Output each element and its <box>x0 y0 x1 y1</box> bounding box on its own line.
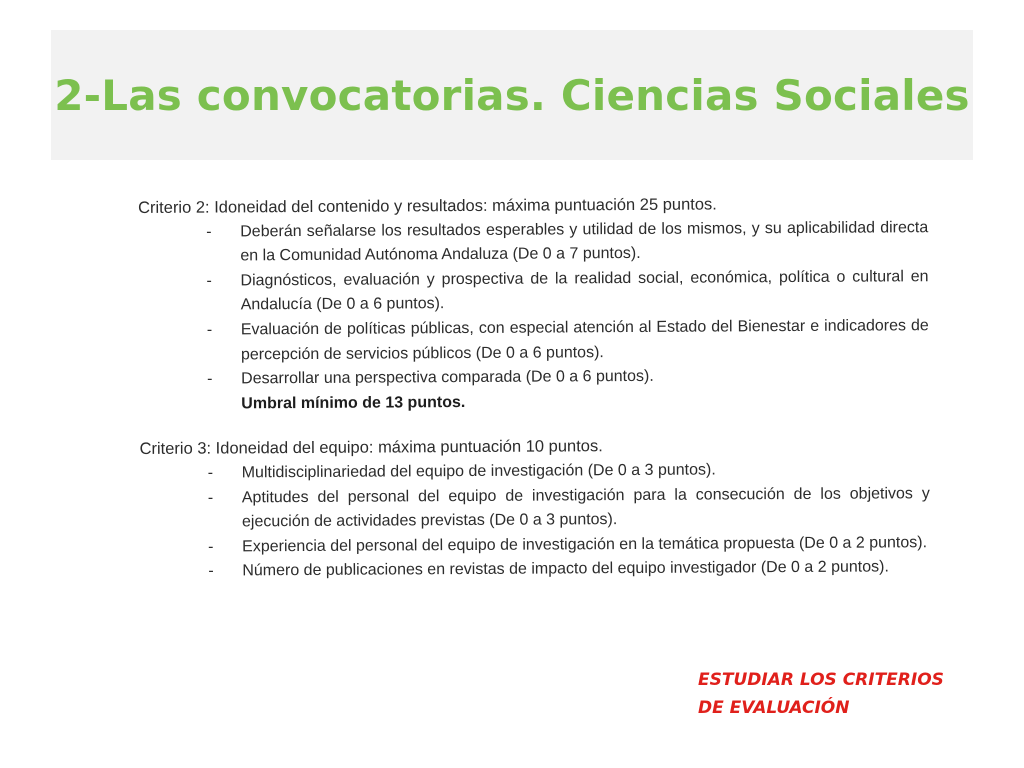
list-item <box>140 555 940 584</box>
criterion-3-items <box>140 457 941 585</box>
list-item-text: Número de publicaciones en revistas de impacto del equipo investigador (De 0 a 2 puntos). <box>242 558 889 580</box>
slide-title: 2-Las convocatorias. Ciencias Sociales <box>54 70 970 120</box>
criterion-2-items <box>138 216 939 393</box>
dash-bullet: - <box>206 321 213 339</box>
list-item-text: Aptitudes del personal del equipo de investigación para la consecución de los objetivos y ejecución de actividades previstas (De 0 a 3 puntos). <box>241 484 930 531</box>
scanned-criteria-excerpt <box>138 191 940 585</box>
note-line-1: ESTUDIAR LOS CRITERIOS <box>698 670 944 690</box>
criterion-2-block <box>138 191 939 417</box>
list-item <box>138 265 938 319</box>
note-line-2: DE EVALUACIÓN <box>698 698 850 718</box>
criterion-2-threshold: Umbral mínimo de 13 puntos. <box>241 393 466 413</box>
list-item <box>138 216 938 270</box>
list-item-text: Experiencia del personal del equipo de investigación en la temática propuesta (De 0 a 2 puntos). <box>242 533 928 556</box>
dash-bullet: - <box>207 370 213 388</box>
criterion-2-heading: Criterio 2: Idoneidad del contenido y resultados: máxima puntuación 25 puntos. <box>138 195 717 217</box>
list-item <box>139 314 939 368</box>
list-item <box>139 363 939 392</box>
list-item <box>140 482 940 536</box>
list-item-text: Diagnósticos, evaluación y prospectiva de la realidad social, económica, política o cultural en Andalucía (De 0 a 6 puntos). <box>240 267 929 314</box>
criterion-3-block <box>139 432 940 584</box>
list-item-text: Evaluación de políticas públicas, con especial atención al Estado del Bienestar e indicadores de percepción de servicios públicos (De 0 a 6 puntos). <box>240 317 929 363</box>
dash-bullet: - <box>206 272 212 290</box>
study-criteria-note <box>698 666 998 722</box>
title-band <box>51 30 973 160</box>
list-item-text: Desarrollar una perspectiva comparada (De 0 a 6 puntos). <box>241 368 654 388</box>
dash-bullet: - <box>207 464 214 482</box>
list-item-text: Deberán señalarse los resultados esperables y utilidad de los mismos, y su aplicabilidad directa en la Comunidad Autónoma Andaluza (De 0 a 7 puntos). <box>240 218 929 265</box>
dash-bullet: - <box>206 223 212 241</box>
dash-bullet: - <box>207 489 214 507</box>
dash-bullet: - <box>208 562 214 580</box>
criterion-3-heading: Criterio 3: Idoneidad del equipo: máxima puntuación 10 puntos. <box>139 437 603 459</box>
list-item-text: Multidisciplinariedad del equipo de investigación (De 0 a 3 puntos). <box>241 461 716 482</box>
dash-bullet: - <box>208 538 214 556</box>
